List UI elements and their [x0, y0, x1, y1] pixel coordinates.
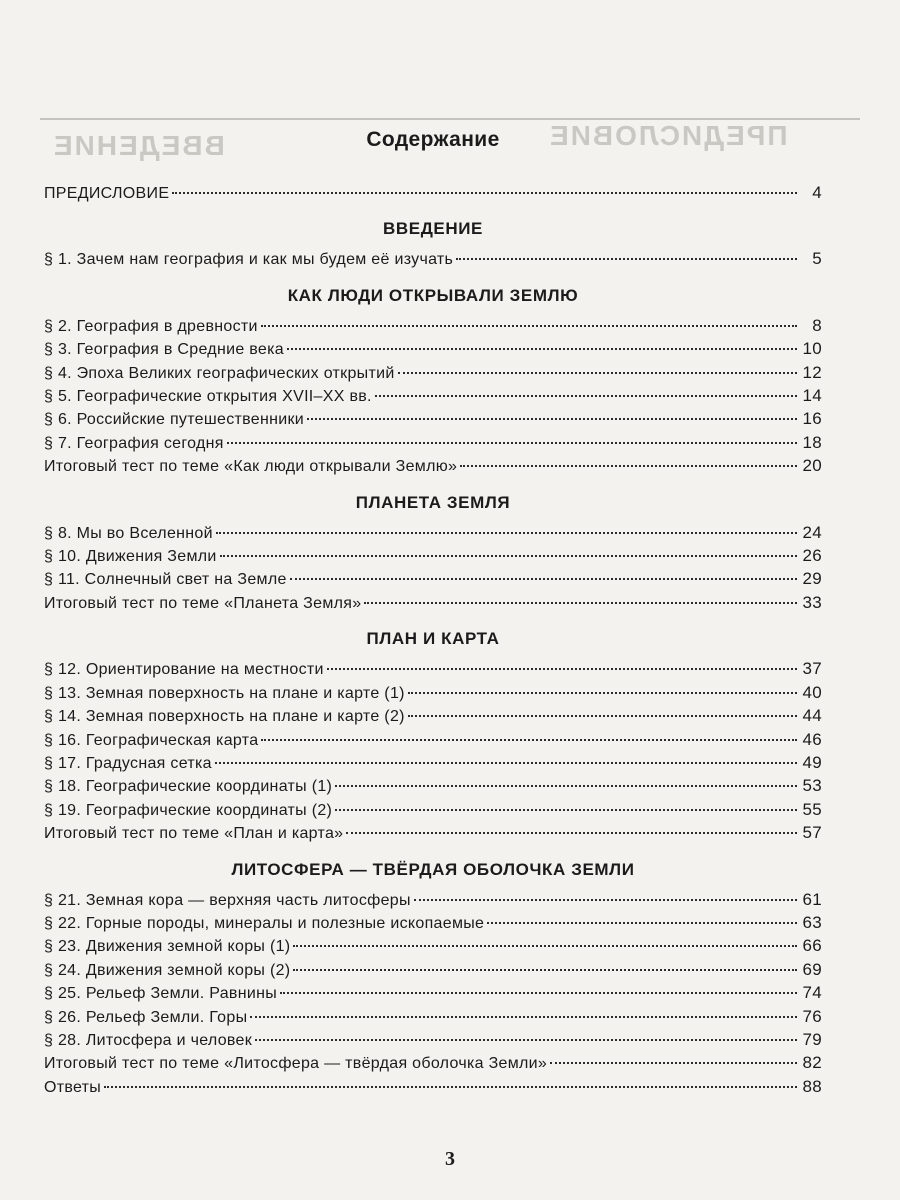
toc-sections: [44, 219, 822, 1099]
toc-entry-page: 57: [802, 823, 822, 843]
toc-entry[interactable]: [44, 592, 822, 615]
toc-entry-preface[interactable]: [44, 182, 822, 205]
section-heading: ВВЕДЕНИЕ: [383, 219, 483, 239]
leader-dots: [335, 784, 797, 787]
toc-entry[interactable]: [44, 315, 822, 338]
toc-entry[interactable]: [44, 455, 822, 478]
toc-entry-page: 55: [802, 799, 822, 819]
toc-entry[interactable]: [44, 982, 822, 1005]
toc-entry[interactable]: [44, 1006, 822, 1029]
leader-dots: [307, 417, 797, 420]
toc-entry-label: § 5. Географические открытия XVII–XX вв.: [44, 388, 372, 406]
toc-entry[interactable]: [44, 705, 822, 728]
toc-entry-label: Ответы: [44, 1078, 102, 1096]
leader-dots: [550, 1061, 797, 1064]
leader-dots: [408, 691, 797, 694]
toc-entry-label: § 13. Земная поверхность на плане и карте (1): [44, 684, 405, 702]
leader-dots: [346, 831, 797, 834]
toc-entry-label: § 3. География в Средние века: [44, 341, 284, 359]
toc-entry-label: § 6. Российские путешественники: [44, 411, 304, 429]
toc-entry-page: 16: [802, 409, 822, 429]
toc-entry[interactable]: [44, 799, 822, 822]
toc-entry-page: 63: [802, 912, 822, 932]
table-of-contents: [44, 122, 822, 1099]
toc-entry-label: Итоговый тест по теме «Литосфера — твёрдая оболочка Земли»: [44, 1055, 548, 1073]
toc-entry[interactable]: [44, 545, 822, 568]
toc-entry-label: § 24. Движения земной коры (2): [44, 961, 291, 979]
leader-dots: [398, 371, 797, 374]
leader-dots: [287, 347, 797, 350]
toc-entry[interactable]: [44, 889, 822, 912]
leader-dots: [290, 577, 797, 580]
leader-dots: [261, 324, 797, 327]
page-title: Содержание: [366, 128, 500, 151]
toc-entry[interactable]: [44, 338, 822, 361]
toc-entry-label: § 16. Географическая карта: [44, 731, 259, 749]
toc-entry-label: § 2. География в древности: [44, 317, 258, 335]
toc-entry-page: 4: [812, 183, 822, 202]
toc-entry-label: § 10. Движения Земли: [44, 548, 217, 566]
toc-entry[interactable]: [44, 522, 822, 545]
page-number: 3: [445, 1148, 455, 1170]
toc-entry[interactable]: [44, 912, 822, 935]
section-heading: ЛИТОСФЕРА — ТВЁРДАЯ ОБОЛОЧКА ЗЕМЛИ: [231, 859, 635, 879]
toc-entry-page: 46: [802, 729, 822, 749]
toc-entry-page: 44: [802, 706, 822, 726]
toc-entry-page: 24: [802, 522, 822, 542]
toc-entry[interactable]: [44, 568, 822, 591]
leader-dots: [261, 738, 797, 741]
toc-entry[interactable]: [44, 729, 822, 752]
toc-entry-page: 53: [802, 776, 822, 796]
leader-dots: [280, 991, 797, 994]
toc-entry-label: Итоговый тест по теме «Как люди открывали Землю»: [44, 458, 458, 476]
leader-dots: [408, 714, 797, 717]
leader-dots: [414, 898, 797, 901]
toc-entry-page: 12: [802, 362, 822, 382]
leader-dots: [216, 531, 797, 534]
toc-entry-page: 82: [802, 1053, 822, 1073]
toc-entry-page: 5: [812, 249, 822, 269]
toc-entry-page: 79: [802, 1029, 822, 1049]
toc-entry[interactable]: [44, 1029, 822, 1052]
toc-entry[interactable]: [44, 682, 822, 705]
leader-dots: [250, 1015, 797, 1018]
toc-entry[interactable]: [44, 408, 822, 431]
toc-entry[interactable]: [44, 432, 822, 455]
toc-entry-label: § 18. Географические координаты (1): [44, 778, 333, 796]
toc-entry[interactable]: [44, 959, 822, 982]
toc-entry[interactable]: [44, 385, 822, 408]
toc-entry-page: 61: [802, 889, 822, 909]
toc-entry[interactable]: [44, 1076, 822, 1099]
show-through-heading-left: ВВЕДЕНИЕ: [52, 130, 225, 161]
toc-entry-label: § 4. Эпоха Великих географических открытий: [44, 364, 395, 382]
leader-dots: [293, 968, 797, 971]
leader-dots: [375, 394, 797, 397]
toc-entry-label: § 12. Ориентирование на местности: [44, 661, 324, 679]
toc-entry-page: 69: [802, 959, 822, 979]
section-heading: ПЛАНЕТА ЗЕМЛЯ: [355, 492, 511, 512]
toc-entry-page: 74: [802, 983, 822, 1003]
show-through-rule: [40, 118, 860, 120]
toc-entry-page: 88: [802, 1076, 822, 1096]
toc-entry-label: ПРЕДИСЛОВИЕ: [44, 185, 170, 202]
toc-entry-page: 49: [802, 752, 822, 772]
toc-entry-label: § 19. Географические координаты (2): [44, 801, 333, 819]
toc-entry[interactable]: [44, 658, 822, 681]
toc-entry-label: § 14. Земная поверхность на плане и карте (2): [44, 708, 405, 726]
leader-dots: [293, 944, 797, 947]
toc-entry-page: 40: [802, 682, 822, 702]
leader-dots: [456, 257, 797, 260]
section-heading: КАК ЛЮДИ ОТКРЫВАЛИ ЗЕМЛЮ: [287, 285, 579, 305]
toc-entry-page: 66: [802, 936, 822, 956]
toc-entry[interactable]: [44, 822, 822, 845]
leader-dots: [364, 601, 797, 604]
toc-entry[interactable]: [44, 362, 822, 385]
leader-dots: [255, 1038, 797, 1041]
toc-entry-label: § 22. Горные породы, минералы и полезные ископаемые: [44, 914, 485, 932]
toc-entry-label: § 7. География сегодня: [44, 434, 224, 452]
toc-entry-page: 20: [802, 456, 822, 476]
leader-dots: [487, 921, 797, 924]
toc-entry-label: § 21. Земная кора — верхняя часть литосферы: [44, 891, 411, 909]
toc-entry-label: § 23. Движения земной коры (1): [44, 938, 291, 956]
toc-entry-page: 26: [802, 546, 822, 566]
toc-entry-page: 33: [802, 592, 822, 612]
toc-entry-label: § 28. Литосфера и человек: [44, 1031, 253, 1049]
toc-entry-label: § 8. Мы во Вселенной: [44, 524, 213, 542]
leader-dots: [104, 1085, 797, 1088]
leader-dots: [220, 554, 797, 557]
toc-entry-label: Итоговый тест по теме «План и карта»: [44, 825, 344, 843]
toc-entry-page: 8: [812, 315, 822, 335]
toc-entry-page: 76: [802, 1006, 822, 1026]
leader-dots: [460, 464, 797, 467]
toc-entry-page: 18: [802, 432, 822, 452]
toc-entry[interactable]: [44, 935, 822, 958]
toc-entry[interactable]: [44, 775, 822, 798]
toc-entry-label: § 1. Зачем нам география и как мы будем её изучать: [44, 251, 454, 269]
toc-entry-label: § 17. Градусная сетка: [44, 754, 212, 772]
toc-entry-page: 14: [802, 386, 822, 406]
toc-entry-page: 29: [802, 569, 822, 589]
toc-entry[interactable]: [44, 248, 822, 271]
leader-dots: [215, 761, 797, 764]
show-through-heading-right: ПРЕДИСЛОВИЕ: [548, 120, 788, 151]
leader-dots: [327, 667, 797, 670]
leader-dots: [172, 191, 797, 194]
section-heading: ПЛАН И КАРТА: [366, 629, 500, 649]
toc-entry-label: § 25. Рельеф Земли. Равнины: [44, 985, 278, 1003]
toc-entry-label: § 26. Рельеф Земли. Горы: [44, 1008, 248, 1026]
toc-entry[interactable]: [44, 752, 822, 775]
leader-dots: [335, 808, 797, 811]
toc-entry[interactable]: [44, 1052, 822, 1075]
toc-entry-page: 10: [802, 339, 822, 359]
toc-entry-page: 37: [802, 659, 822, 679]
toc-entry-label: § 11. Солнечный свет на Земле: [44, 571, 287, 589]
leader-dots: [227, 441, 797, 444]
toc-entry-label: Итоговый тест по теме «Планета Земля»: [44, 594, 362, 612]
